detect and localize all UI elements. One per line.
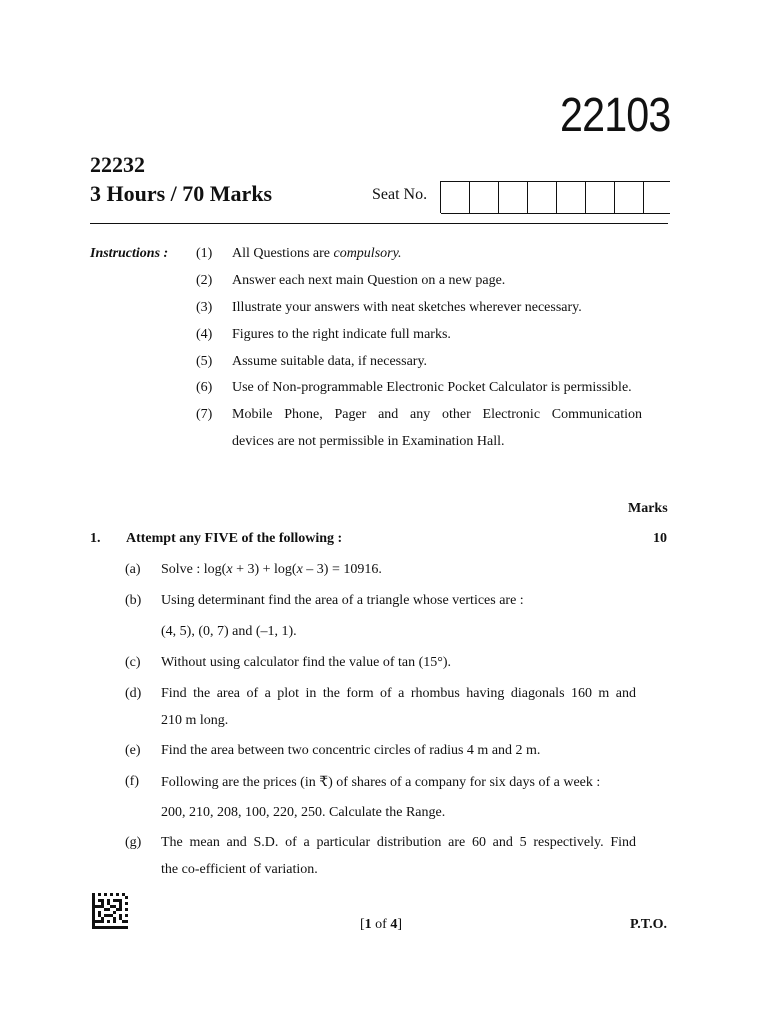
sub-question-text-continued: (4, 5), (0, 7) and (–1, 1). bbox=[161, 624, 297, 639]
sub-question-label: (e) bbox=[125, 743, 141, 758]
sub-question-text: Find the area of a plot in the form of a rhombus having diagonals 160 m and bbox=[161, 686, 636, 701]
sub-question-text-continued: 200, 210, 208, 100, 220, 250. Calculate the Range. bbox=[161, 805, 446, 820]
duration-marks: 3 Hours / 70 Marks bbox=[90, 181, 273, 206]
sub-question-label: (a) bbox=[125, 562, 141, 577]
seat-number-boxes bbox=[440, 181, 670, 213]
instruction-text: Illustrate your answers with neat sketches wherever necessary. bbox=[232, 300, 582, 315]
instruction-text: All Questions are compulsory. bbox=[232, 246, 402, 261]
seat-box bbox=[528, 181, 557, 214]
sub-question-text: Find the area between two concentric circles of radius 4 m and 2 m. bbox=[161, 743, 541, 758]
sub-question-text: Solve : log(x + 3) + log(x – 3) = 10916. bbox=[161, 562, 382, 577]
instruction-text-continued: devices are not permissible in Examination Hall. bbox=[232, 434, 505, 449]
sub-question-text: Without using calculator find the value of tan (15°). bbox=[161, 655, 452, 670]
seat-box bbox=[441, 181, 470, 214]
instruction-text: Use of Non-programmable Electronic Pocket Calculator is permissible. bbox=[232, 380, 632, 395]
instruction-number: (6) bbox=[196, 380, 213, 395]
instruction-number: (1) bbox=[196, 246, 213, 261]
sub-question-text: Using determinant find the area of a triangle whose vertices are : bbox=[161, 593, 524, 608]
sub-question-text: The mean and S.D. of a particular distribution are 60 and 5 respectively. Find bbox=[161, 835, 636, 850]
instruction-text: Assume suitable data, if necessary. bbox=[232, 354, 428, 369]
sub-question-text: Following are the prices (in ₹) of shares of a company for six days of a week : bbox=[161, 775, 601, 790]
instruction-number: (3) bbox=[196, 300, 213, 315]
seat-box bbox=[557, 181, 586, 214]
instruction-number: (5) bbox=[196, 354, 213, 369]
question-title: Attempt any FIVE of the following : bbox=[126, 531, 343, 546]
instruction-number: (7) bbox=[196, 407, 213, 422]
sub-question-label: (f) bbox=[125, 774, 139, 789]
subject-code: 22232 bbox=[90, 152, 145, 177]
instruction-number: (2) bbox=[196, 273, 213, 288]
page-number: [1 of 4] bbox=[360, 917, 403, 932]
marks-column-heading: Marks bbox=[628, 501, 668, 516]
header-divider bbox=[90, 223, 668, 224]
instruction-text: Figures to the right indicate full marks. bbox=[232, 327, 451, 342]
paper-code: 22103 bbox=[560, 89, 671, 142]
sub-question-label: (g) bbox=[125, 835, 142, 850]
instruction-text: Mobile Phone, Pager and any other Electronic Communication bbox=[232, 407, 642, 422]
seat-box bbox=[644, 181, 670, 214]
sub-question-label: (b) bbox=[125, 593, 142, 608]
question-number: 1. bbox=[90, 531, 101, 546]
sub-question-text-continued: 210 m long. bbox=[161, 713, 229, 728]
please-turn-over: P.T.O. bbox=[630, 917, 667, 932]
seat-number-label: Seat No. bbox=[372, 186, 428, 203]
seat-box bbox=[470, 181, 499, 214]
datamatrix-barcode-icon bbox=[92, 893, 128, 929]
instructions-label: Instructions : bbox=[90, 246, 169, 261]
question-marks: 10 bbox=[653, 531, 667, 546]
sub-question-label: (d) bbox=[125, 686, 142, 701]
sub-question-label: (c) bbox=[125, 655, 141, 670]
sub-question-text-continued: the co-efficient of variation. bbox=[161, 862, 318, 877]
seat-box bbox=[499, 181, 528, 214]
instruction-text: Answer each next main Question on a new page. bbox=[232, 273, 506, 288]
instruction-number: (4) bbox=[196, 327, 213, 342]
seat-box bbox=[615, 181, 644, 214]
seat-box bbox=[586, 181, 615, 214]
